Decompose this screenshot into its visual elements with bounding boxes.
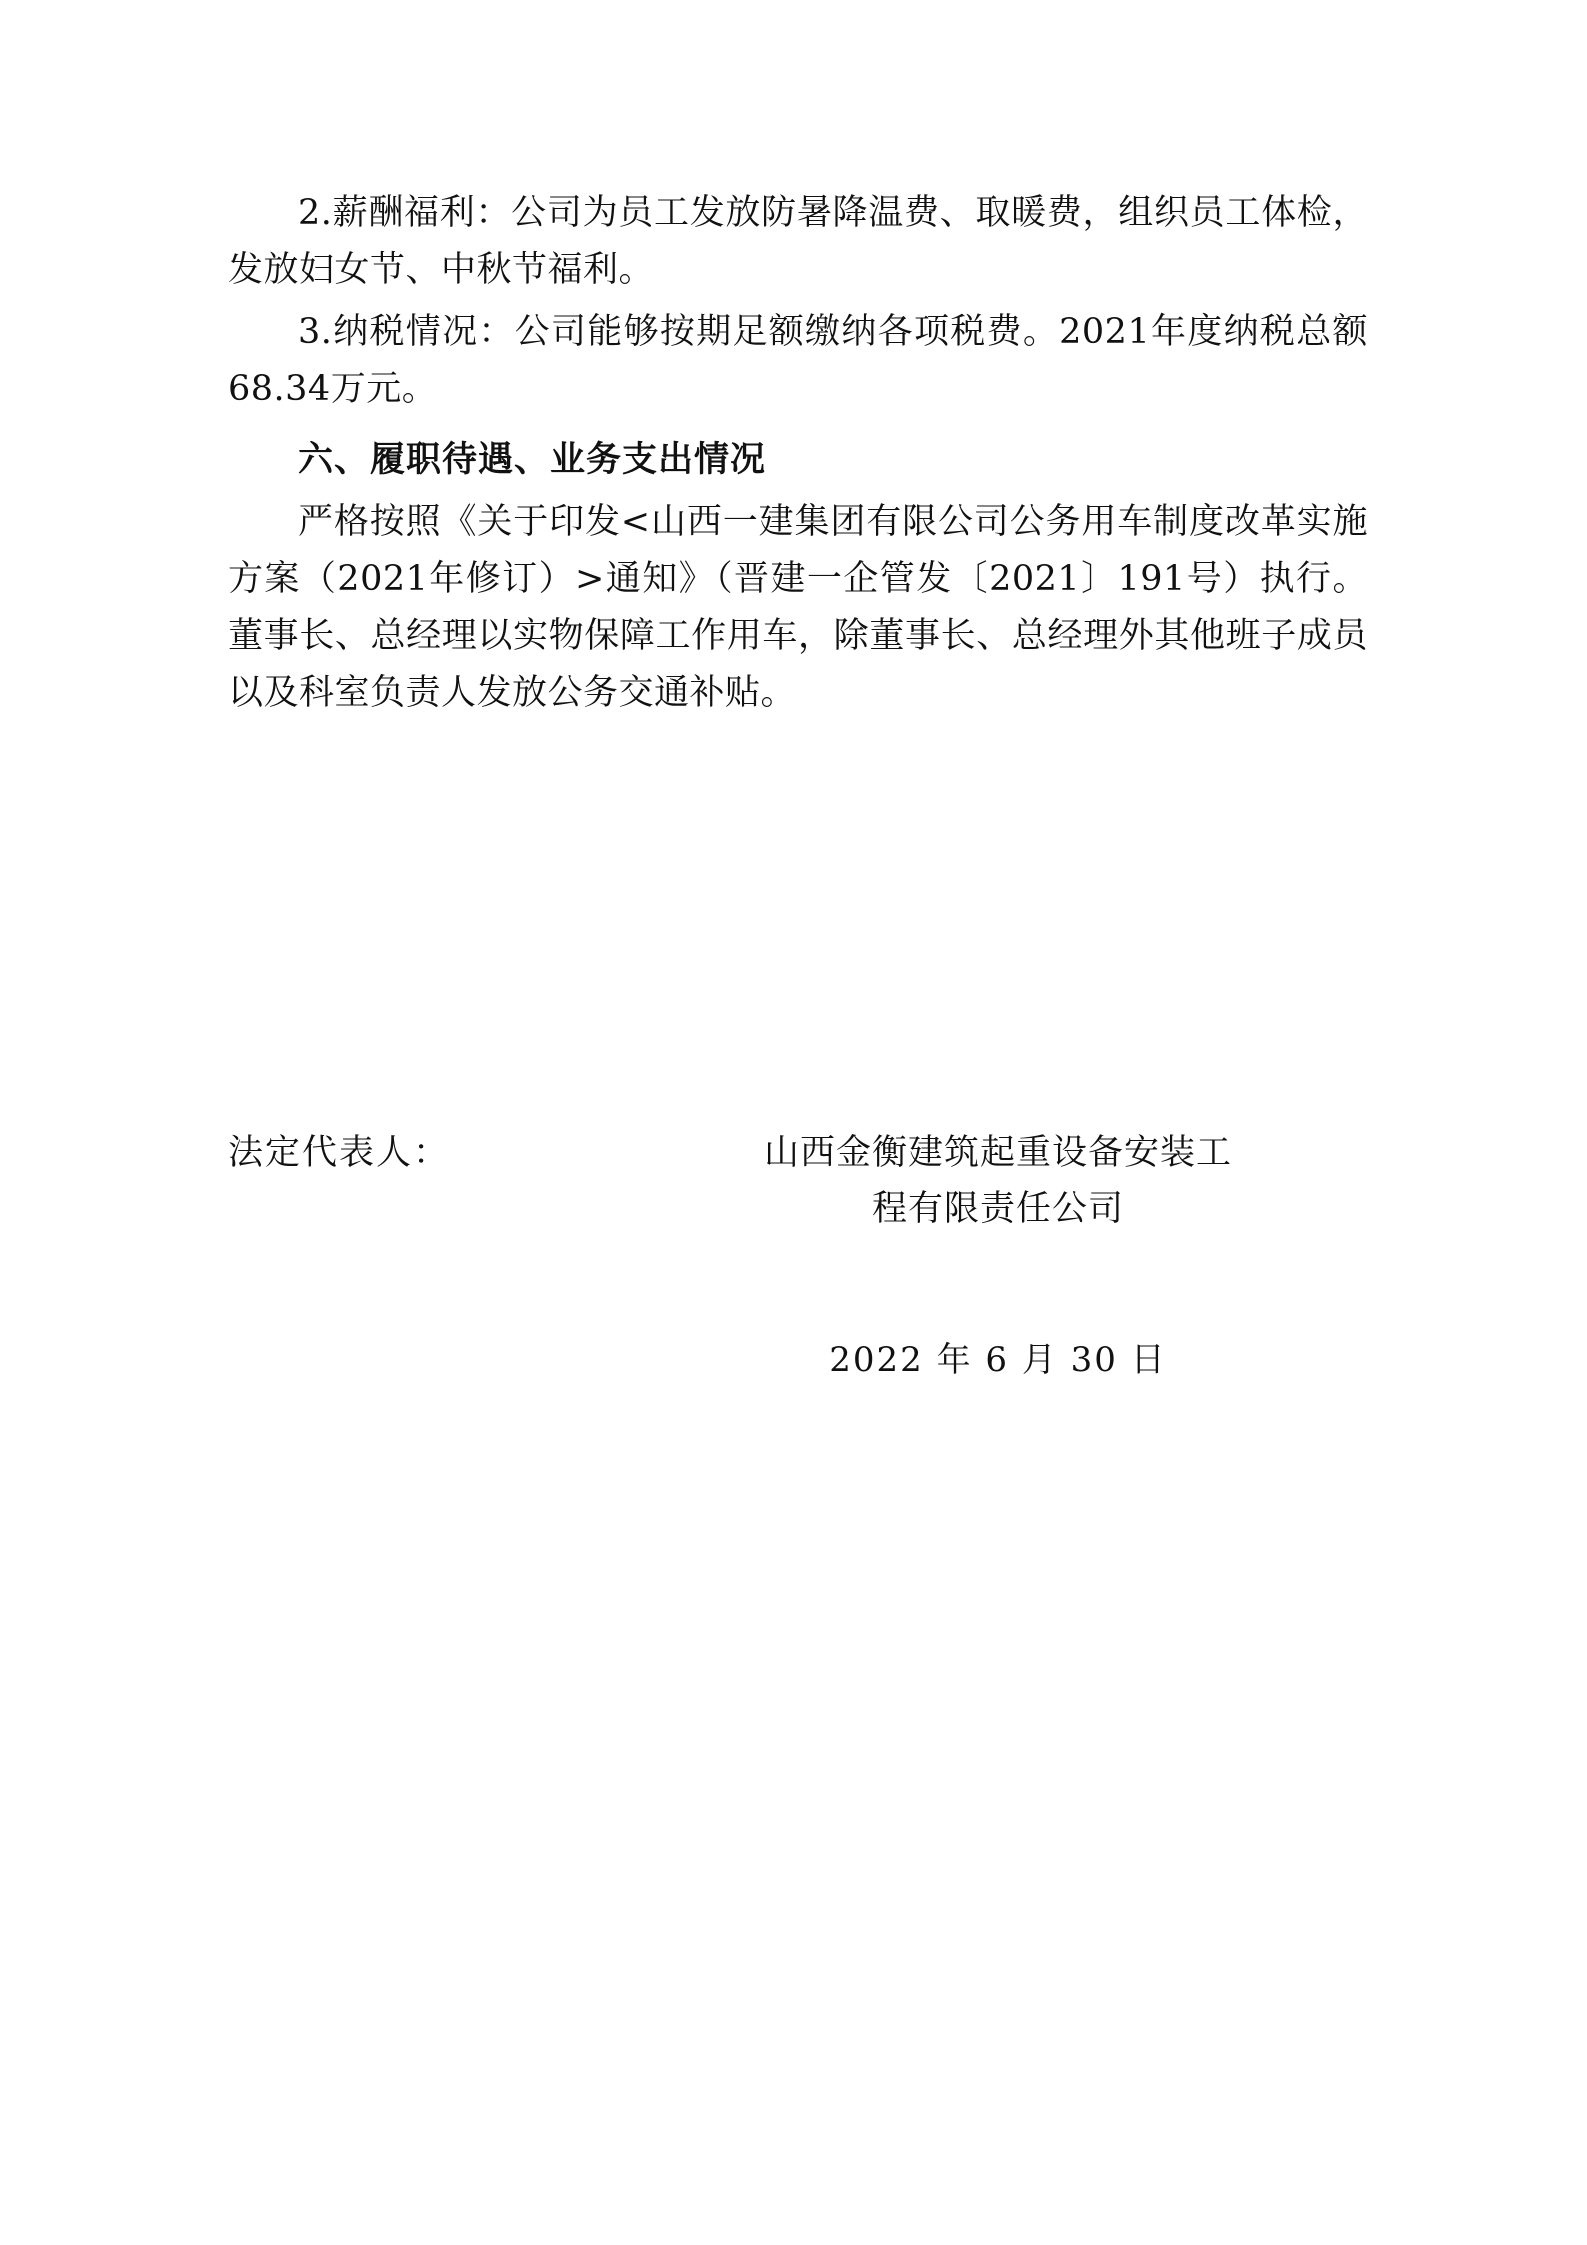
section-body: 严格按照《关于印发<山西一建集团有限公司公务用车制度改革实施方案（2021年修订）>通知》（晋建一企管发〔2021〕191号）执行。董事长、总经理以实物保障工作用车，除董事长、总经理外其他班子成员以及科室负责人发放公务交通补贴。 xyxy=(228,502,1368,713)
signature-block xyxy=(228,1125,1368,1381)
paragraph-salary-welfare: 2.薪酬福利：公司为员工发放防暑降温费、取暖费，组织员工体检，发放妇女节、中秋节福利。 xyxy=(228,193,1368,290)
legal-representative-label: 法定代表人： xyxy=(228,1133,451,1173)
document-body xyxy=(228,185,1368,727)
company-name xyxy=(628,1125,1368,1237)
paragraph-tax-status: 3.纳税情况：公司能够按期足额缴纳各项税费。2021年度纳税总额68.34万元。 xyxy=(228,312,1368,410)
signature-row xyxy=(228,1125,1368,1237)
date-row xyxy=(228,1332,1368,1381)
section-heading: 六、履职待遇、业务支出情况 xyxy=(298,438,767,480)
company-name-line2: 程有限责任公司 xyxy=(871,1189,1124,1229)
company-name-line1: 山西金衡建筑起重设备安装工 xyxy=(763,1133,1232,1173)
date-spacer xyxy=(228,1332,628,1381)
signature-date: 2022 年 6 月 30 日 xyxy=(829,1340,1167,1380)
